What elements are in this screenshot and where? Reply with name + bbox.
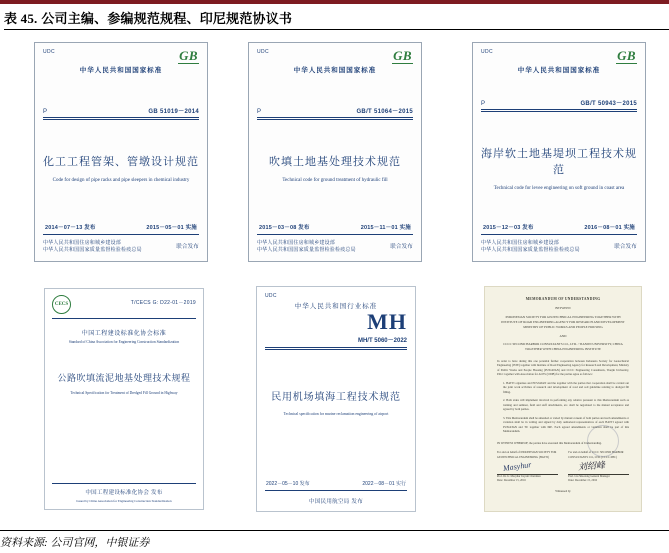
- cover2-title-block: [257, 153, 413, 185]
- gb-logo-icon: GB: [179, 48, 198, 63]
- cover3-issue-date: 2015－12－03 发布: [483, 224, 534, 231]
- mou-sig-right-title: For and on behalf of CCCC SECOND HARBOR CONSULTANTS CO., LTD. (CCCC-SHC): [568, 451, 624, 459]
- cover1-p-mark: P: [43, 108, 48, 115]
- cover4-spacer: [52, 396, 196, 483]
- cover1-publish-label: 联合发布: [176, 243, 199, 250]
- cover4-title-cn: 公路吹填流泥地基处理技术规程: [57, 373, 191, 384]
- cover1-issuer-line1: 中华人民共和国住房和城乡建设部: [43, 239, 122, 246]
- cover1-issuer-names: [43, 240, 142, 256]
- cover3-standard-code: GB/T 50943－2015: [580, 100, 637, 107]
- cover5-issuer: 中国民用航空局 发布: [308, 499, 364, 505]
- figure-caption-text: 公司主编、参编规范规程、印尼规范协议书: [41, 11, 293, 26]
- caption-divider: [4, 29, 669, 30]
- top-divider: [0, 0, 669, 4]
- figure-caption: [4, 8, 292, 27]
- cover2-issue-date: 2015－03－08 发布: [259, 224, 310, 231]
- cover4-publisher-en: Issued by China Association for Engineering Construction Standardization: [76, 499, 172, 503]
- cover2-issuer-block: [257, 240, 413, 256]
- cover1-title-block: [43, 153, 199, 185]
- mh-logo-icon: MH: [367, 309, 407, 334]
- mou-between-label: BETWEEN: [555, 306, 571, 311]
- cover5-title-en: Technical specification for marine reclamation engineering of airport: [283, 411, 389, 416]
- cover4-rule-bottom: [52, 483, 196, 484]
- cover3-rule-bottom: [481, 234, 637, 235]
- mou-sig-left-title: For and on behalf of INDONESIAN SOCIETY FOR GEOTECHNICAL ENGINEERING (HATTI): [497, 451, 557, 459]
- cover1-udc-label: UDC: [43, 49, 56, 55]
- cover5-spacer: [265, 417, 407, 480]
- mou-title: MEMORANDUM OF UNDERSTANDING: [525, 297, 601, 301]
- mou-clause-3: 3. This Memorandum shall be amended or varied by mutual consent of both parties and such amendments or variation shall be in writing and signed by duly authorized representatives of each HATTI agreed with PUSJATAN and TU together with IRE. Each agreed amendments or variation shall be part of this Memorandum.: [503, 415, 629, 434]
- cover5-udc-label: UDC: [265, 293, 277, 299]
- mou-party-2: CCCC SECOND HARBOR CONSULTANTS CO., LTD. / TIANJIN UNIVERSITY, CHINA TOGETHER WITH CHINA ENGINEERING INSTITUTE: [503, 342, 623, 352]
- mou-sig-left-line: [497, 460, 558, 475]
- cover1-spacer: [43, 185, 199, 223]
- cover1-issuer-line2: 中华人民共和国国家质量监督检验检疫总局: [43, 247, 142, 254]
- cover2-national-line: 中华人民共和国国家标准: [293, 67, 377, 74]
- standard-cover-2: [248, 42, 422, 262]
- mou-sig-left-name: Prof. Dr. Ir. Masyhur Irsyam Chairman: [497, 474, 541, 478]
- cover1-header-row: [43, 49, 199, 64]
- cover3-publish-label: 联合发布: [614, 243, 637, 250]
- cover2-udc-label: UDC: [257, 49, 270, 55]
- cover2-sub-row: [257, 106, 413, 115]
- mou-witness-label: Witnessed by: [555, 489, 571, 494]
- standard-cover-3: [472, 42, 646, 262]
- cover1-issuer-block: [43, 240, 199, 256]
- cover3-title-en: Technical code for levee engineering on soft ground in coast area: [493, 186, 625, 192]
- cover1-title-en: Code for design of pipe racks and pipe sleepers in chemical industry: [52, 178, 190, 184]
- cover5-industry-line: 中华人民共和国行业标准: [294, 303, 378, 310]
- cover2-title-cn: 吹填土地基处理技术规范: [269, 156, 401, 169]
- mou-signature-left: [497, 451, 558, 483]
- cover1-standard-code: GB 51019－2014: [148, 108, 199, 115]
- mou-document-scan: [484, 286, 642, 512]
- cover5-dates: [265, 480, 407, 487]
- cover2-issuer-line2: 中华人民共和国国家质量监督检验检疫总局: [257, 247, 356, 254]
- cover1-title-cn: 化工工程管架、管墩设计规范: [43, 156, 199, 169]
- cover2-rule-top2: [257, 119, 413, 120]
- cover1-rule-top: [43, 117, 199, 118]
- cover2-spacer: [257, 185, 413, 223]
- cover2-standard-code: GB/T 51064－2015: [356, 108, 413, 115]
- gb-logo-icon: GB: [617, 48, 636, 63]
- cover3-udc-label: UDC: [481, 49, 494, 55]
- cover2-rule-top: [257, 117, 413, 118]
- cover4-header-row: [52, 295, 196, 314]
- standard-cover-4: [44, 288, 204, 510]
- cover5-effective-date: 2022－08－01 实行: [362, 481, 406, 487]
- cover5-rule-bottom: [265, 490, 407, 491]
- cover5-issue-date: 2022－05－10 发布: [266, 481, 310, 487]
- cover1-dates: [43, 223, 199, 231]
- cover5-rule-top2: [265, 349, 407, 350]
- mou-signed-statement: IN WITNESS WHEREOF, the parties have executed this Memorandum of Understanding.: [497, 440, 602, 445]
- gb-logo-icon: GB: [393, 48, 412, 63]
- cover3-issuer-names: [481, 240, 580, 256]
- cover3-effective-date: 2016－08－01 实施: [584, 224, 635, 231]
- standard-cover-1: [34, 42, 208, 262]
- mou-clause-1: 1. HATTI organizes and PUSJATAN and the together with the parties that cooperation shall be carried out the joint work activities of research and development of road and soil guideline relating to dredged fill filling.: [503, 380, 629, 394]
- cover2-p-mark: P: [257, 108, 262, 115]
- cover5-title-cn: 民用机场填海工程技术规范: [271, 391, 401, 403]
- cover3-spacer: [481, 193, 637, 223]
- official-stamp-icon: [587, 425, 619, 457]
- cover4-publisher: 中国工程建设标准化协会 发布: [85, 490, 163, 496]
- signature-mark-icon: Masyhur: [502, 459, 532, 473]
- cover2-publish-label: 联合发布: [390, 243, 413, 250]
- figure-number: 表 45.: [4, 11, 38, 26]
- mou-sig-right-date: Date: December 15, 2016: [568, 479, 598, 483]
- cover2-issuer-names: [257, 240, 356, 256]
- cover1-effective-date: 2015－05－01 实施: [146, 224, 197, 231]
- cover2-dates: [257, 223, 413, 231]
- cover3-issuer-line1: 中华人民共和国住房和城乡建设部: [481, 239, 560, 246]
- mou-sig-left-date: Date: December 15, 2016: [497, 479, 526, 483]
- mou-signature-row: [497, 451, 629, 483]
- cecs-logo-icon: CECS: [52, 295, 71, 314]
- cover4-org-en: Standard of China Association for Engineering Construction Standardization: [68, 340, 180, 344]
- cover5-rule-top: [265, 347, 407, 348]
- cover3-rule-top2: [481, 111, 637, 112]
- cover1-rule-bottom: [43, 234, 199, 235]
- cover3-national-line: 中华人民共和国国家标准: [517, 67, 601, 74]
- mou-party-1: INDONESIAN SOCIETY FOR GEOTECHNICAL ENGINEERING TOGETHER WITH INSTITUTE OF ROAD ENGINEERING AGENCY FOR RESEARCH AND DEVELOPMENT MINISTRY OF PUBLIC WORKS AND PEOPLE HOUSING: [501, 315, 625, 329]
- cover2-rule-bottom: [257, 234, 413, 235]
- mou-sig-right-name: Prof. Liu Shaofeng General Manager: [568, 474, 610, 478]
- cover3-rule-top: [481, 109, 637, 110]
- cover5-code-row: [265, 335, 407, 344]
- mou-sig-right-line: [568, 460, 629, 475]
- mou-preamble: In order to have during this one potential further cooperation between Indonesia Society for Geotechnical Engineering (ISTE) together with Institute of Road Engineering Agency for Research and Development, Ministry of Public Works and People Housing (PUSJATAN) and CCCC Engineering Consultants, Tianjin University, P.R.C together with Association for ACES (CIDB) for the parties agree as follows:: [497, 358, 629, 377]
- mou-and-label: AND: [559, 333, 567, 338]
- cover2-effective-date: 2015－11－01 实施: [360, 224, 411, 231]
- cover4-title-en: Technical Specification for Treatment of Dredged Fill Ground in Highway: [70, 391, 178, 396]
- cover4-org-cn: 中国工程建设标准化协会标准: [81, 331, 167, 337]
- cover3-dates: [481, 223, 637, 231]
- cover3-p-mark: P: [481, 100, 486, 107]
- cover4-rule-top: [52, 318, 196, 319]
- cover3-title-block: [481, 145, 637, 193]
- mou-clause-2: 2. Both sides will implement involved in performing any relative pursuant to this Memorandum such as training and seminar, field and staff attachments, etc. shall be negotiated to the mutual acceptance and agreed by both parties.: [503, 398, 629, 412]
- cover3-header-row: [481, 49, 637, 64]
- cover4-standard-code: T/CECS G: D22-01－2019: [130, 300, 196, 306]
- bottom-divider: [0, 530, 669, 531]
- cover2-issuer-line1: 中华人民共和国住房和城乡建设部: [257, 239, 336, 246]
- cover3-sub-row: [481, 98, 637, 107]
- cover1-national-line: 中华人民共和国国家标准: [79, 67, 163, 74]
- cover1-sub-row: [43, 106, 199, 115]
- cover-grid: [14, 38, 659, 518]
- cover5-standard-code: MH/T 5060－2022: [357, 338, 407, 344]
- cover3-title-cn: 海岸软土地基堤坝工程技术规范: [481, 148, 637, 177]
- cover2-title-en: Technical code for ground treatment of hydraulic fill: [282, 178, 388, 184]
- source-note: 资料来源: 公司官网，中银证券: [0, 537, 150, 549]
- cover3-issuer-block: [481, 240, 637, 256]
- cover1-issue-date: 2014－07－13 发布: [45, 224, 96, 231]
- cover1-rule-top2: [43, 119, 199, 120]
- cover3-issuer-line2: 中华人民共和国国家质量监督检验检疫总局: [481, 247, 580, 254]
- cover2-header-row: [257, 49, 413, 64]
- standard-cover-5: [256, 286, 416, 512]
- signature-mark-icon: 刘绍峰: [577, 460, 606, 473]
